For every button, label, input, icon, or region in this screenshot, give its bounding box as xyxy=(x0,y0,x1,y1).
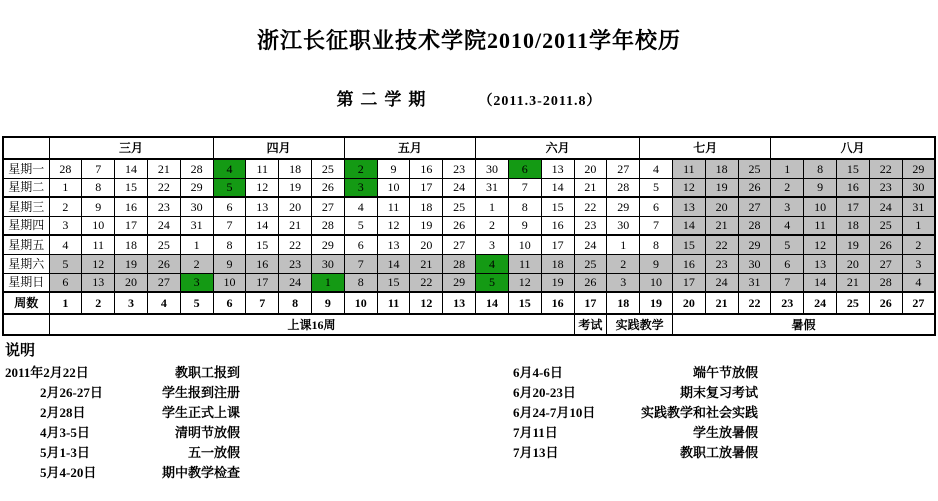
day-row xyxy=(3,197,935,216)
note-row xyxy=(5,463,240,483)
weekend-day-cell: 23 xyxy=(869,178,902,197)
note-description: 期末复习考试 xyxy=(679,385,758,400)
week-number-cell: 9 xyxy=(312,292,345,314)
weekend-day-cell: 2 xyxy=(180,254,213,273)
day-cell: 11 xyxy=(377,197,410,216)
day-cell: 11 xyxy=(82,235,115,254)
weekend-day-cell: 18 xyxy=(541,254,574,273)
weekend-day-cell: 18 xyxy=(705,159,738,178)
calendar-page xyxy=(0,24,938,501)
weekend-day-cell: 26 xyxy=(869,235,902,254)
day-cell: 13 xyxy=(246,197,279,216)
weekend-day-cell: 3 xyxy=(902,254,935,273)
day-cell: 14 xyxy=(541,178,574,197)
weekend-day-cell: 3 xyxy=(607,273,640,292)
date-range: （2011.3-2011.8） xyxy=(478,94,602,109)
day-cell: 1 xyxy=(476,197,509,216)
day-cell: 8 xyxy=(640,235,673,254)
day-cell: 29 xyxy=(312,235,345,254)
corner-cell xyxy=(3,137,49,159)
note-row xyxy=(5,443,240,463)
day-cell: 31 xyxy=(476,178,509,197)
day-cell: 21 xyxy=(574,178,607,197)
day-cell: 22 xyxy=(574,197,607,216)
day-cell: 9 xyxy=(377,159,410,178)
weekend-day-cell: 15 xyxy=(837,159,870,178)
semester-label: 第二学期 xyxy=(336,90,433,109)
weekend-day-cell: 24 xyxy=(869,197,902,216)
weekend-day-cell: 13 xyxy=(804,254,837,273)
weekend-day-cell: 26 xyxy=(574,273,607,292)
weekend-day-cell: 18 xyxy=(837,216,870,235)
weekend-day-cell: 28 xyxy=(738,216,771,235)
day-cell: 7 xyxy=(213,216,246,235)
note-row xyxy=(513,383,758,403)
phase-cell: 实践教学 xyxy=(607,314,673,335)
weekend-day-cell: 25 xyxy=(738,159,771,178)
holiday-day-cell: 5 xyxy=(213,178,246,197)
notes-section xyxy=(5,339,938,483)
day-cell: 21 xyxy=(279,216,312,235)
day-cell: 26 xyxy=(443,216,476,235)
weekend-day-cell: 9 xyxy=(640,254,673,273)
weekend-day-cell: 8 xyxy=(344,273,377,292)
subtitle xyxy=(0,85,938,110)
day-cell: 18 xyxy=(410,197,443,216)
note-row xyxy=(513,423,758,443)
day-cell: 11 xyxy=(246,159,279,178)
note-date: 6月20-23日 xyxy=(513,385,576,400)
weekend-day-cell: 3 xyxy=(771,197,804,216)
day-cell: 14 xyxy=(246,216,279,235)
weekend-day-cell: 1 xyxy=(902,216,935,235)
week-number-cell: 1 xyxy=(49,292,82,314)
day-cell: 5 xyxy=(640,178,673,197)
weekend-day-cell: 24 xyxy=(279,273,312,292)
month-header-cell: 七月 xyxy=(640,137,771,159)
day-cell: 8 xyxy=(508,197,541,216)
week-number-cell: 15 xyxy=(508,292,541,314)
month-header-cell: 六月 xyxy=(476,137,640,159)
week-number-cell: 11 xyxy=(377,292,410,314)
day-cell: 13 xyxy=(541,159,574,178)
day-cell: 13 xyxy=(377,235,410,254)
day-cell: 6 xyxy=(640,197,673,216)
day-cell: 26 xyxy=(312,178,345,197)
notes-column-left xyxy=(5,363,240,483)
day-cell: 7 xyxy=(82,159,115,178)
day-cell: 23 xyxy=(443,159,476,178)
day-cell: 7 xyxy=(508,178,541,197)
day-row xyxy=(3,216,935,235)
week-number-cell: 23 xyxy=(771,292,804,314)
day-row xyxy=(3,178,935,197)
phase-cell: 暑假 xyxy=(672,314,935,335)
notes-columns xyxy=(5,363,938,483)
day-cell: 25 xyxy=(312,159,345,178)
day-label: 星期二 xyxy=(3,178,49,197)
note-row xyxy=(513,363,758,383)
weekend-day-cell: 26 xyxy=(738,178,771,197)
day-cell: 22 xyxy=(279,235,312,254)
holiday-day-cell: 5 xyxy=(476,273,509,292)
note-description: 学生正式上课 xyxy=(161,405,240,420)
weekend-day-cell: 23 xyxy=(705,254,738,273)
day-cell: 22 xyxy=(147,178,180,197)
weekend-day-cell: 16 xyxy=(246,254,279,273)
weekend-day-cell: 20 xyxy=(837,254,870,273)
day-cell: 17 xyxy=(410,178,443,197)
weekend-day-cell: 29 xyxy=(443,273,476,292)
holiday-day-cell: 3 xyxy=(180,273,213,292)
weekend-day-cell: 6 xyxy=(771,254,804,273)
day-label: 星期五 xyxy=(3,235,49,254)
week-number-cell: 3 xyxy=(115,292,148,314)
weekend-day-cell: 31 xyxy=(738,273,771,292)
day-cell: 24 xyxy=(147,216,180,235)
day-cell: 5 xyxy=(344,216,377,235)
weekend-day-cell: 10 xyxy=(804,197,837,216)
weekend-day-cell: 7 xyxy=(771,273,804,292)
weekend-day-cell: 21 xyxy=(410,254,443,273)
week-number-cell: 2 xyxy=(82,292,115,314)
day-label: 星期六 xyxy=(3,254,49,273)
day-cell: 15 xyxy=(246,235,279,254)
weekend-day-cell: 19 xyxy=(541,273,574,292)
weekend-day-cell: 30 xyxy=(312,254,345,273)
day-cell: 25 xyxy=(443,197,476,216)
note-date: 7月13日 xyxy=(513,445,559,460)
note-description: 清明节放假 xyxy=(174,425,240,440)
weekend-day-cell: 14 xyxy=(804,273,837,292)
weekend-day-cell: 6 xyxy=(49,273,82,292)
weekend-day-cell: 10 xyxy=(213,273,246,292)
day-row xyxy=(3,235,935,254)
day-cell: 30 xyxy=(180,197,213,216)
day-cell: 4 xyxy=(344,197,377,216)
weekend-day-cell: 1 xyxy=(771,159,804,178)
day-cell: 10 xyxy=(82,216,115,235)
day-cell: 23 xyxy=(147,197,180,216)
page-title: 浙江长征职业技术学院2010/2011学年校历 xyxy=(257,28,681,53)
weekend-day-cell: 4 xyxy=(771,216,804,235)
day-cell: 21 xyxy=(147,159,180,178)
day-cell: 17 xyxy=(115,216,148,235)
note-description: 五一放假 xyxy=(187,445,240,460)
weekend-day-cell: 7 xyxy=(344,254,377,273)
weekend-day-cell: 22 xyxy=(869,159,902,178)
weekend-day-cell: 9 xyxy=(213,254,246,273)
weekend-day-cell: 29 xyxy=(902,159,935,178)
note-row xyxy=(5,363,240,383)
weekend-day-cell: 12 xyxy=(82,254,115,273)
weekend-day-cell: 5 xyxy=(771,235,804,254)
day-cell: 20 xyxy=(410,235,443,254)
week-number-cell: 21 xyxy=(705,292,738,314)
week-row-label: 周数 xyxy=(3,292,49,314)
note-date: 2月26-27日 xyxy=(40,385,103,400)
day-cell: 15 xyxy=(115,178,148,197)
weekend-day-cell: 19 xyxy=(115,254,148,273)
weekend-day-cell: 2 xyxy=(902,235,935,254)
week-number-cell: 12 xyxy=(410,292,443,314)
week-number-cell: 8 xyxy=(279,292,312,314)
week-number-cell: 10 xyxy=(344,292,377,314)
weekend-day-cell: 21 xyxy=(837,273,870,292)
calendar-body xyxy=(3,137,935,335)
day-cell: 20 xyxy=(574,159,607,178)
day-cell: 27 xyxy=(607,159,640,178)
weekend-day-cell: 24 xyxy=(705,273,738,292)
day-cell: 18 xyxy=(279,159,312,178)
day-cell: 7 xyxy=(640,216,673,235)
weekend-day-cell: 17 xyxy=(837,197,870,216)
day-cell: 14 xyxy=(115,159,148,178)
week-number-cell: 4 xyxy=(147,292,180,314)
note-date: 5月4-20日 xyxy=(40,465,97,480)
weekend-day-cell: 14 xyxy=(377,254,410,273)
weekend-day-cell: 12 xyxy=(804,235,837,254)
holiday-day-cell: 6 xyxy=(508,159,541,178)
page-header xyxy=(0,24,938,110)
weekend-day-cell: 21 xyxy=(705,216,738,235)
note-description: 端午节放假 xyxy=(692,365,758,380)
day-cell: 27 xyxy=(443,235,476,254)
week-number-cell: 16 xyxy=(541,292,574,314)
note-description: 学生放暑假 xyxy=(692,425,758,440)
note-row xyxy=(513,443,758,463)
weekend-day-cell: 20 xyxy=(705,197,738,216)
day-cell: 4 xyxy=(640,159,673,178)
weekend-day-cell: 25 xyxy=(869,216,902,235)
week-number-cell: 19 xyxy=(640,292,673,314)
weekend-day-cell: 22 xyxy=(705,235,738,254)
day-cell: 1 xyxy=(49,178,82,197)
day-cell: 6 xyxy=(344,235,377,254)
weekend-day-cell: 15 xyxy=(672,235,705,254)
weekend-day-cell: 11 xyxy=(508,254,541,273)
notes-heading: 说明 xyxy=(5,343,36,359)
weekend-day-cell: 15 xyxy=(377,273,410,292)
note-date: 2月28日 xyxy=(40,405,86,420)
holiday-day-cell: 1 xyxy=(312,273,345,292)
day-cell: 6 xyxy=(213,197,246,216)
day-cell: 19 xyxy=(279,178,312,197)
note-date: 4月3-5日 xyxy=(40,425,90,440)
weekend-day-cell: 19 xyxy=(705,178,738,197)
day-cell: 28 xyxy=(312,216,345,235)
weekend-day-cell: 31 xyxy=(902,197,935,216)
day-cell: 24 xyxy=(574,235,607,254)
day-cell: 2 xyxy=(476,216,509,235)
week-number-cell: 26 xyxy=(869,292,902,314)
weekend-day-cell: 14 xyxy=(672,216,705,235)
weekend-day-cell: 27 xyxy=(147,273,180,292)
day-cell: 4 xyxy=(49,235,82,254)
week-number-cell: 6 xyxy=(213,292,246,314)
note-date: 5月1-3日 xyxy=(40,445,90,460)
week-number-cell: 18 xyxy=(607,292,640,314)
day-cell: 19 xyxy=(410,216,443,235)
weekend-day-cell: 27 xyxy=(869,254,902,273)
day-cell: 28 xyxy=(49,159,82,178)
phase-row-corner xyxy=(3,314,49,335)
day-cell: 23 xyxy=(574,216,607,235)
weekend-day-cell: 17 xyxy=(672,273,705,292)
weekend-day-cell: 20 xyxy=(115,273,148,292)
note-date: 7月11日 xyxy=(513,425,558,440)
day-cell: 24 xyxy=(443,178,476,197)
week-number-cell: 22 xyxy=(738,292,771,314)
day-cell: 9 xyxy=(82,197,115,216)
weekend-day-cell: 12 xyxy=(672,178,705,197)
day-cell: 9 xyxy=(508,216,541,235)
holiday-day-cell: 3 xyxy=(344,178,377,197)
day-cell: 12 xyxy=(246,178,279,197)
weekend-day-cell: 22 xyxy=(410,273,443,292)
weekend-day-cell: 10 xyxy=(640,273,673,292)
phase-cell: 考试 xyxy=(574,314,607,335)
week-number-cell: 20 xyxy=(672,292,705,314)
notes-column-right xyxy=(513,363,758,463)
weekend-day-cell: 16 xyxy=(837,178,870,197)
day-label: 星期一 xyxy=(3,159,49,178)
weekend-day-cell: 30 xyxy=(738,254,771,273)
weekend-day-cell: 8 xyxy=(804,159,837,178)
day-cell: 16 xyxy=(541,216,574,235)
weekend-day-cell: 19 xyxy=(837,235,870,254)
day-cell: 12 xyxy=(377,216,410,235)
phase-cell: 上课16周 xyxy=(49,314,574,335)
day-cell: 28 xyxy=(180,159,213,178)
day-label: 星期日 xyxy=(3,273,49,292)
day-cell: 29 xyxy=(180,178,213,197)
weekend-day-cell: 9 xyxy=(804,178,837,197)
note-description: 学生报到注册 xyxy=(161,385,240,400)
month-header-cell: 四月 xyxy=(213,137,344,159)
note-date: 6月24-7月10日 xyxy=(513,405,596,420)
note-row xyxy=(5,383,240,403)
week-number-cell: 14 xyxy=(476,292,509,314)
day-cell: 10 xyxy=(508,235,541,254)
note-description: 实践教学和社会实践 xyxy=(640,405,758,420)
day-cell: 29 xyxy=(607,197,640,216)
day-cell: 1 xyxy=(180,235,213,254)
day-cell: 16 xyxy=(115,197,148,216)
weekend-day-cell: 13 xyxy=(82,273,115,292)
note-row xyxy=(5,423,240,443)
note-description: 教职工报到 xyxy=(174,365,240,380)
month-header-cell: 五月 xyxy=(344,137,475,159)
weekend-day-cell: 28 xyxy=(869,273,902,292)
holiday-day-cell: 4 xyxy=(213,159,246,178)
week-number-cell: 27 xyxy=(902,292,935,314)
note-description: 教职工放暑假 xyxy=(679,445,758,460)
weekend-day-cell: 16 xyxy=(672,254,705,273)
weekend-day-cell: 13 xyxy=(672,197,705,216)
day-cell: 1 xyxy=(607,235,640,254)
weekend-day-cell: 11 xyxy=(804,216,837,235)
day-cell: 18 xyxy=(115,235,148,254)
weekend-day-cell: 30 xyxy=(902,178,935,197)
week-number-cell: 25 xyxy=(837,292,870,314)
day-row xyxy=(3,273,935,292)
day-cell: 20 xyxy=(279,197,312,216)
day-cell: 30 xyxy=(476,159,509,178)
day-cell: 8 xyxy=(82,178,115,197)
week-number-cell: 13 xyxy=(443,292,476,314)
calendar-table xyxy=(2,136,936,336)
weekend-day-cell: 23 xyxy=(279,254,312,273)
weekend-day-cell: 26 xyxy=(147,254,180,273)
note-row xyxy=(513,403,758,423)
weekend-day-cell: 17 xyxy=(246,273,279,292)
day-cell: 17 xyxy=(541,235,574,254)
week-number-cell: 17 xyxy=(574,292,607,314)
day-row xyxy=(3,254,935,273)
weekend-day-cell: 11 xyxy=(672,159,705,178)
week-number-cell: 5 xyxy=(180,292,213,314)
day-cell: 3 xyxy=(49,216,82,235)
day-cell: 25 xyxy=(147,235,180,254)
day-cell: 27 xyxy=(312,197,345,216)
day-row xyxy=(3,159,935,178)
weekend-day-cell: 4 xyxy=(902,273,935,292)
holiday-day-cell: 4 xyxy=(476,254,509,273)
day-cell: 16 xyxy=(410,159,443,178)
note-date: 6月4-6日 xyxy=(513,365,563,380)
month-header-cell: 八月 xyxy=(771,137,935,159)
week-number-cell: 7 xyxy=(246,292,279,314)
day-label: 星期四 xyxy=(3,216,49,235)
day-cell: 28 xyxy=(607,178,640,197)
weekend-day-cell: 27 xyxy=(738,197,771,216)
day-cell: 31 xyxy=(180,216,213,235)
day-label: 星期三 xyxy=(3,197,49,216)
day-cell: 8 xyxy=(213,235,246,254)
weekend-day-cell: 2 xyxy=(607,254,640,273)
week-number-cell: 24 xyxy=(804,292,837,314)
day-cell: 3 xyxy=(476,235,509,254)
day-cell: 30 xyxy=(607,216,640,235)
month-header-cell: 三月 xyxy=(49,137,213,159)
day-cell: 15 xyxy=(541,197,574,216)
weekend-day-cell: 29 xyxy=(738,235,771,254)
note-description: 期中教学检查 xyxy=(161,465,240,480)
holiday-day-cell: 2 xyxy=(344,159,377,178)
weekend-day-cell: 5 xyxy=(49,254,82,273)
weekend-day-cell: 2 xyxy=(771,178,804,197)
day-cell: 2 xyxy=(49,197,82,216)
note-row xyxy=(5,403,240,423)
day-cell: 10 xyxy=(377,178,410,197)
weekend-day-cell: 12 xyxy=(508,273,541,292)
weekend-day-cell: 28 xyxy=(443,254,476,273)
weekend-day-cell: 25 xyxy=(574,254,607,273)
note-date: 2011年2月22日 xyxy=(5,365,89,380)
